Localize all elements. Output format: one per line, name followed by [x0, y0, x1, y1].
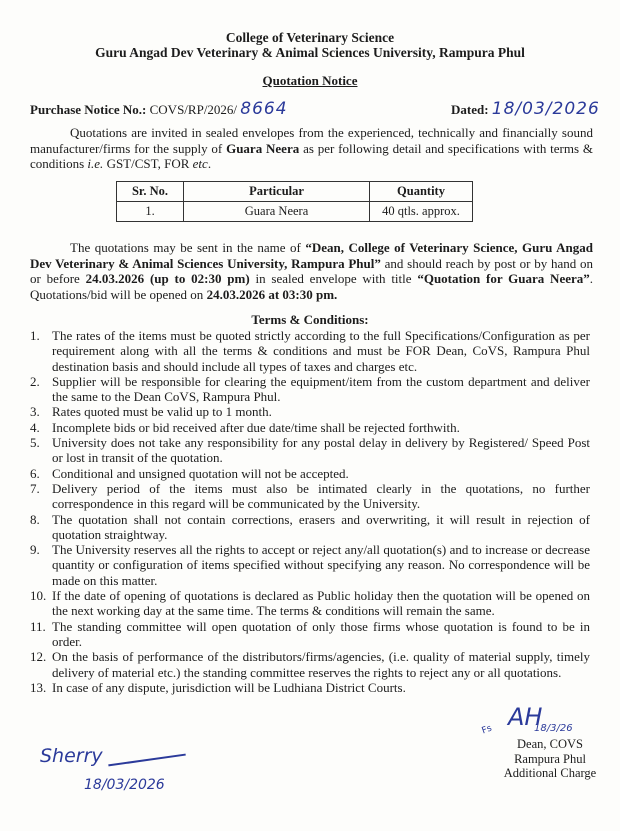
term-text: The rates of the items must be quoted strictly according to the full Specifications/Configuration as per requirement along with all the terms & conditions and must be FOR Dean, CoVS, Rampura Phul destination basis and should include all types of taxes and charges etc.: [52, 328, 590, 374]
envelope-title: “Quotation for Guara Neera”: [417, 271, 590, 286]
intro-item-name: Guara Neera: [226, 140, 300, 156]
terms-list: [0, 328, 590, 695]
cell-particular: Guara Neera: [184, 202, 370, 222]
purchase-notice-number: [30, 99, 288, 119]
term-text: Conditional and unsigned quotation will not be accepted.: [52, 465, 349, 481]
items-table: [116, 181, 473, 222]
signature-scribble: AH: [508, 703, 543, 731]
intro-text: GST/CST, FOR: [103, 156, 193, 171]
term-item: [0, 542, 590, 588]
term-text: The standing committee will open quotation of only those firms whose quotation is found to be in order.: [52, 618, 590, 649]
term-text: The University reserves all the rights to accept or reject any/all quotation(s) and to increase or decrease quantity or configuration of items specified without specifying any reason. No correspondence will be made on this matter.: [52, 542, 590, 588]
term-number: 6.: [30, 465, 40, 481]
term-item: [0, 374, 590, 405]
intro-text: as per following detail and specifications with terms & conditions: [30, 140, 593, 171]
purchase-notice-prefix: COVS/RP/2026/: [149, 102, 238, 117]
table-row: [117, 202, 473, 222]
term-number: 4.: [30, 419, 40, 435]
opening-datetime: 24.03.2026 at 03:30 pm.: [206, 286, 338, 302]
signatory-block: [470, 737, 620, 781]
term-item: [0, 680, 590, 695]
term-item: [0, 481, 590, 512]
header-quantity: Quantity: [370, 182, 473, 202]
term-number: 8.: [30, 511, 40, 527]
submission-text: and should reach by post or by hand on or before: [30, 255, 593, 286]
term-number: 1.: [30, 328, 40, 343]
college-name: College of Veterinary Science: [225, 30, 395, 45]
term-number: 12.: [30, 649, 47, 665]
term-item: [0, 420, 590, 435]
handwritten-notice-number: 8664: [240, 99, 288, 119]
signature-date: 18/03/2026: [84, 777, 165, 793]
signatory-title: Dean, COVS: [517, 737, 583, 751]
signature-date: 18/3/26: [534, 723, 573, 734]
term-number: 11.: [30, 618, 46, 634]
fs-mark: Fs: [480, 723, 494, 737]
term-number: 5.: [30, 435, 40, 451]
signature-scribble: Sherry: [40, 745, 103, 767]
signatory-charge: Additional Charge: [503, 766, 597, 780]
intro-text: .: [207, 156, 212, 171]
submission-deadline: 24.03.2026 (up to 02:30 pm): [85, 271, 250, 286]
left-signature: [40, 745, 165, 793]
term-number: 7.: [30, 480, 40, 496]
page-title: Quotation Notice: [262, 73, 358, 88]
signature-underline: [108, 754, 185, 766]
term-item: [0, 512, 590, 543]
term-number: 3.: [30, 404, 40, 420]
term-text: Incomplete bids or bid received after due date/time shall be rejected forthwith.: [52, 419, 460, 435]
term-text: University does not take any responsibility for any postal delay in delivery by Registered/ Speed Post or lost in transit of the quotation.: [52, 435, 590, 466]
term-text: The quotation shall not contain corrections, erasers and overwriting, it will result in rejection of quotation straightway.: [52, 511, 590, 542]
intro-ie: i.e.: [87, 156, 104, 171]
term-number: 13.: [30, 679, 47, 695]
terms-heading: Terms & Conditions:: [251, 312, 369, 327]
submission-text: . Quotations/bid will be opened on: [30, 271, 594, 302]
term-text: Rates quoted must be valid up to 1 month.: [52, 404, 272, 420]
term-text: On the basis of performance of the distributors/firms/agencies, (i.e. quality of material supply, timely delivery of material etc.) the standing committee reserves the rights to reject any or all quotations.: [52, 649, 590, 680]
cell-quantity: 40 qtls. approx.: [370, 202, 473, 222]
term-number: 2.: [30, 373, 40, 389]
purchase-notice-label: Purchase Notice No.:: [30, 102, 147, 117]
header-sr-no: Sr. No.: [117, 182, 184, 202]
intro-text: Quotations are invited in sealed envelopes from the experienced, technically and financially sound manufacturer/firms for the supply of: [30, 125, 593, 156]
university-name: Guru Angad Dev Veterinary & Animal Sciences University, Rampura Phul: [95, 45, 525, 60]
term-number: 9.: [30, 542, 40, 558]
term-item: [0, 588, 590, 619]
term-text: Delivery period of the items must also be intimated clearly in the quotations, no further correspondence in this regard will be communicated by the University.: [52, 480, 590, 512]
dated-label: Dated:: [451, 102, 489, 117]
table-header-row: [117, 182, 473, 202]
signatory-location: Rampura Phul: [514, 751, 586, 766]
term-item: [0, 619, 590, 650]
term-text: If the date of opening of quotations is declared as Public holiday then the quotation will be opened on the next working day at the same time. The terms & conditions will remain the same.: [52, 588, 590, 619]
term-item: [0, 404, 590, 419]
submission-text: in sealed envelope with title: [249, 271, 418, 286]
submission-text: The quotations may be sent in the name of: [70, 240, 306, 255]
submission-addressee: “Dean, College of Veterinary Science, Guru Angad Dev Veterinary & Animal Sciences University, Rampura Phul”: [30, 240, 593, 271]
submission-paragraph: [30, 240, 593, 302]
term-item: [0, 649, 590, 680]
intro-etc: etc: [192, 156, 208, 171]
term-text: In case of any dispute, jurisdiction will be Ludhiana District Courts.: [52, 679, 406, 695]
header-particular: Particular: [184, 182, 370, 202]
intro-paragraph: [30, 125, 593, 172]
cell-sr-no: 1.: [117, 202, 184, 222]
term-text: Supplier will be responsible for clearing the equipment/item from the custom department and deliver the same to the Dean CoVS, Rampura Phul.: [52, 373, 590, 405]
term-item: [0, 435, 590, 466]
term-item: [0, 466, 590, 481]
notice-date: [451, 99, 600, 119]
term-number: 10.: [30, 588, 47, 604]
term-item: [0, 328, 590, 374]
handwritten-date: 18/03/2026: [491, 99, 600, 119]
